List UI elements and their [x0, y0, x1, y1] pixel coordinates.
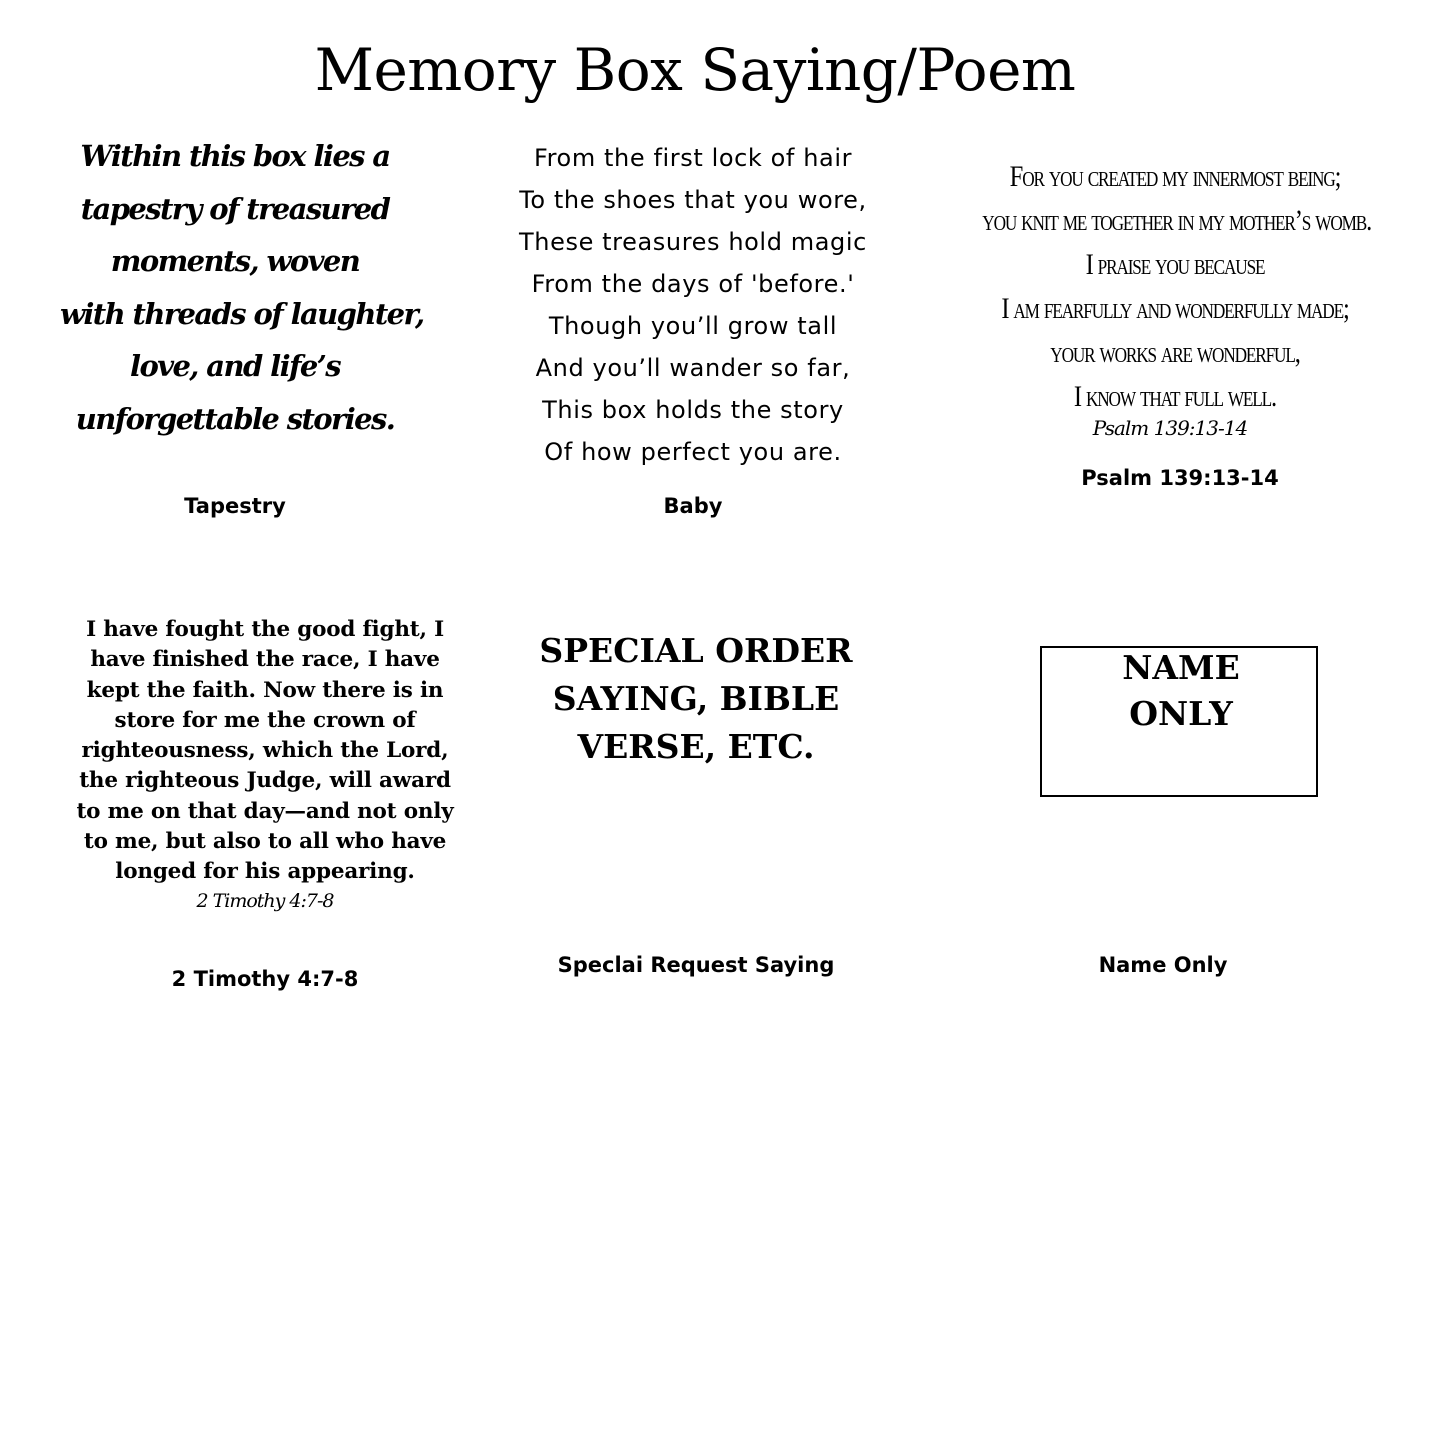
name-only-text	[1081, 645, 1281, 737]
verse-line: I know that full well.	[1073, 380, 1277, 413]
poem-line: Within this box lies a	[80, 139, 390, 173]
verse-line: you knit me together in my mother’s womb.	[982, 204, 1372, 237]
poem-line: with threads of laughter,	[60, 296, 424, 331]
poem-line: And you’ll wander so far,	[535, 354, 851, 382]
verse-line: longed for his appearing.	[115, 859, 415, 885]
poem-line: love, and life’s	[130, 349, 340, 383]
poem-line: This box holds the story	[542, 396, 844, 424]
tapestry-poem[interactable]	[60, 130, 424, 445]
psalm-reference: Psalm 139:13-14	[1092, 416, 1248, 440]
verse-line: I am fearfully and wonderfully made;	[1001, 292, 1349, 325]
special-line: SPECIAL ORDER	[539, 631, 853, 670]
timothy-reference: 2 Timothy 4:7-8	[196, 890, 334, 912]
poem-line: tapestry of treasured	[80, 191, 390, 226]
poem-line: Though you’ll grow tall	[548, 312, 838, 340]
name-line: NAME	[1122, 648, 1240, 687]
verse-line: have finished the race, I have	[90, 647, 440, 673]
verse-line: store for me the crown of	[114, 707, 416, 733]
poem-line: From the days of 'before.'	[531, 270, 855, 298]
poem-line: unforgettable stories.	[75, 401, 395, 436]
name-only-caption[interactable]: Name Only	[1098, 953, 1228, 977]
verse-line: For you created my innermost being;	[1009, 160, 1341, 193]
poem-line: Of how perfect you are.	[544, 438, 842, 466]
special-line: SAYING, BIBLE	[552, 679, 840, 718]
verse-line: I praise you because	[1085, 248, 1265, 281]
poem-line: To the shoes that you wore,	[519, 186, 867, 214]
special-caption[interactable]: Speclai Request Saying	[557, 953, 835, 977]
baby-poem[interactable]	[493, 137, 893, 473]
special-line: VERSE, ETC.	[577, 727, 815, 766]
verse-line: I have fought the good fight, I	[86, 617, 444, 642]
verse-line: to me on that day—and not only	[76, 798, 454, 824]
verse-line: kept the faith. Now there is in	[86, 677, 444, 703]
verse-line: the righteous Judge, will award	[79, 768, 451, 794]
special-order-text[interactable]	[496, 627, 896, 771]
verse-line: to me, but also to all who have	[83, 829, 447, 855]
poem-line: These treasures hold magic	[519, 228, 867, 256]
tapestry-caption[interactable]: Tapestry	[184, 494, 286, 518]
poem-line: From the first lock of hair	[533, 144, 853, 172]
timothy-verse[interactable]	[70, 615, 460, 888]
page-title: Memory Box Saying/Poem	[314, 36, 1076, 104]
psalm-verse[interactable]	[982, 155, 1372, 419]
name-line: ONLY	[1129, 694, 1233, 733]
baby-caption[interactable]: Baby	[663, 494, 723, 518]
verse-line: righteousness, which the Lord,	[81, 738, 449, 764]
timothy-caption[interactable]: 2 Timothy 4:7-8	[171, 967, 359, 991]
verse-line: your works are wonderful,	[1050, 336, 1300, 369]
psalm-caption[interactable]: Psalm 139:13-14	[1081, 466, 1279, 490]
poem-line: moments, woven	[110, 244, 360, 278]
